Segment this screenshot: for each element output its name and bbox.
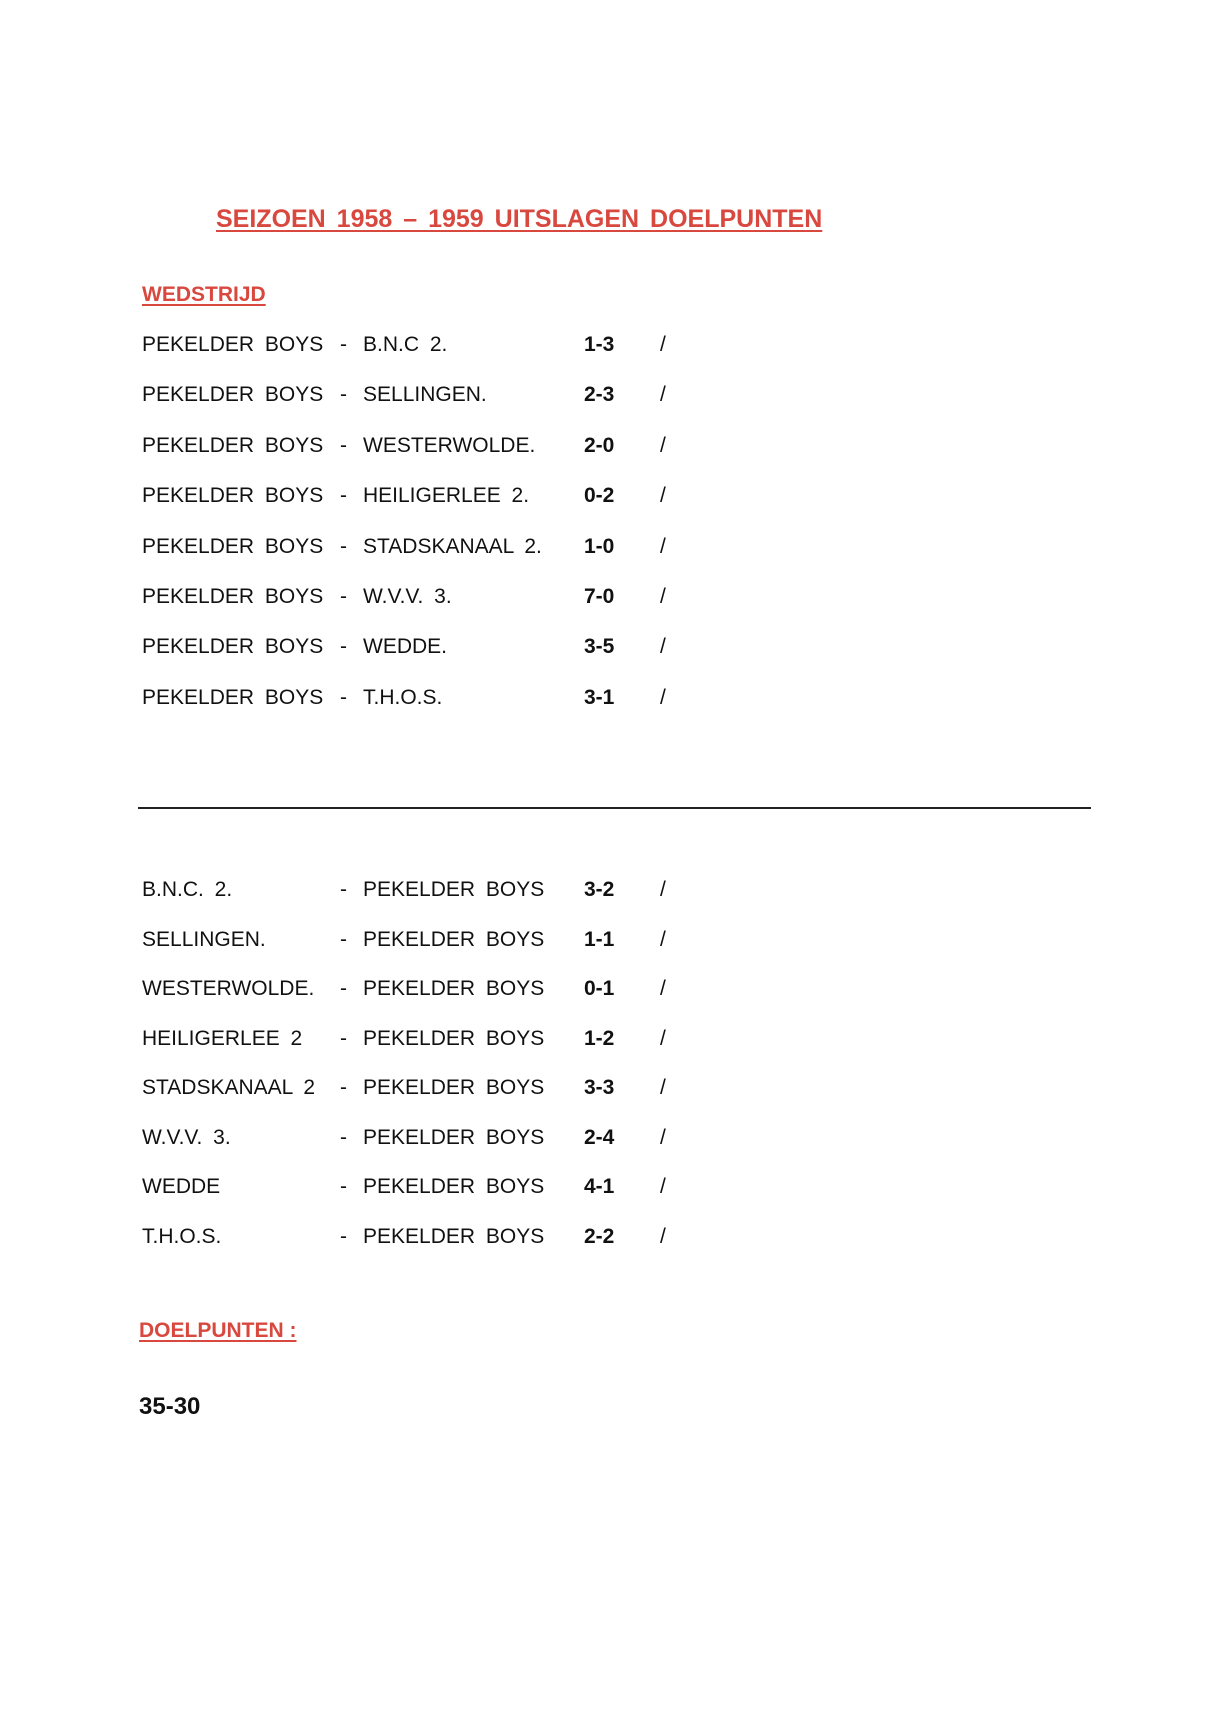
match-row <box>0 878 1218 908</box>
section-heading-matches: WEDSTRIJD <box>142 283 266 306</box>
separator: - <box>340 1076 347 1099</box>
home-team: PEKELDER BOYS <box>142 685 324 709</box>
away-team: HEILIGERLEE 2. <box>363 484 530 508</box>
mark: / <box>660 1076 666 1099</box>
divider <box>138 807 1091 809</box>
home-team: T.H.O.S. <box>142 1224 222 1248</box>
home-team: W.V.V. 3. <box>142 1125 231 1149</box>
match-row <box>0 1076 1218 1106</box>
score: 1-2 <box>584 1026 615 1050</box>
home-team: WESTERWOLDE. <box>142 977 315 1000</box>
separator: - <box>340 1175 347 1198</box>
away-team: PEKELDER BOYS <box>363 977 545 1000</box>
score: 4-1 <box>584 1175 615 1198</box>
match-row <box>0 1175 1218 1205</box>
separator: - <box>340 1224 347 1248</box>
separator: - <box>340 484 347 508</box>
mark: / <box>660 1125 666 1149</box>
away-team: T.H.O.S. <box>363 685 443 709</box>
score: 2-0 <box>584 433 615 457</box>
separator: - <box>340 383 347 407</box>
match-row <box>0 585 1218 615</box>
away-team: WESTERWOLDE. <box>363 433 536 457</box>
home-team: SELLINGEN. <box>142 927 266 951</box>
separator: - <box>340 585 347 608</box>
score: 0-2 <box>584 484 615 508</box>
score: 0-1 <box>584 977 615 1000</box>
away-team: STADSKANAAL 2. <box>363 534 542 558</box>
section-heading-goals: DOELPUNTEN : <box>139 1319 297 1342</box>
mark: / <box>660 1224 666 1248</box>
separator: - <box>340 333 347 356</box>
score: 2-2 <box>584 1224 615 1248</box>
separator: - <box>340 635 347 659</box>
match-row <box>0 1225 1218 1255</box>
separator: - <box>340 1026 347 1050</box>
score: 2-4 <box>584 1125 615 1149</box>
score: 3-5 <box>584 635 615 659</box>
home-team: PEKELDER BOYS <box>142 585 324 608</box>
match-row <box>0 1027 1218 1057</box>
away-team: W.V.V. 3. <box>363 585 452 608</box>
match-row <box>0 1126 1218 1156</box>
away-team: PEKELDER BOYS <box>363 1125 545 1149</box>
score: 3-3 <box>584 1076 615 1099</box>
away-team: PEKELDER BOYS <box>363 1175 545 1198</box>
separator: - <box>340 927 347 951</box>
score: 3-2 <box>584 878 615 901</box>
mark: / <box>660 977 666 1000</box>
mark: / <box>660 585 666 608</box>
page-title: SEIZOEN 1958 – 1959 UITSLAGEN DOELPUNTEN <box>216 205 823 233</box>
match-row <box>0 434 1218 464</box>
mark: / <box>660 383 666 407</box>
mark: / <box>660 433 666 457</box>
mark: / <box>660 1175 666 1198</box>
home-team: B.N.C. 2. <box>142 878 233 901</box>
away-team: PEKELDER BOYS <box>363 1076 545 1099</box>
home-team: PEKELDER BOYS <box>142 484 324 508</box>
match-row <box>0 333 1218 363</box>
goals-total: 35-30 <box>139 1393 201 1420</box>
home-team: PEKELDER BOYS <box>142 383 324 407</box>
away-team: PEKELDER BOYS <box>363 878 545 901</box>
score: 1-0 <box>584 534 615 558</box>
match-row <box>0 535 1218 565</box>
home-team: STADSKANAAL 2 <box>142 1076 316 1099</box>
match-row <box>0 928 1218 958</box>
separator: - <box>340 534 347 558</box>
separator: - <box>340 1125 347 1149</box>
mark: / <box>660 685 666 709</box>
match-row <box>0 383 1218 413</box>
mark: / <box>660 927 666 951</box>
separator: - <box>340 685 347 709</box>
home-team: PEKELDER BOYS <box>142 534 324 558</box>
away-team: PEKELDER BOYS <box>363 1224 545 1248</box>
match-row <box>0 635 1218 665</box>
home-team: PEKELDER BOYS <box>142 333 324 356</box>
mark: / <box>660 333 666 356</box>
match-row <box>0 484 1218 514</box>
score: 7-0 <box>584 585 615 608</box>
away-team: PEKELDER BOYS <box>363 1026 545 1050</box>
score: 2-3 <box>584 383 615 407</box>
match-row <box>0 686 1218 716</box>
mark: / <box>660 534 666 558</box>
mark: / <box>660 1026 666 1050</box>
mark: / <box>660 878 666 901</box>
home-team: HEILIGERLEE 2 <box>142 1026 303 1050</box>
separator: - <box>340 433 347 457</box>
away-team: WEDDE. <box>363 635 447 659</box>
home-team: PEKELDER BOYS <box>142 433 324 457</box>
away-team: SELLINGEN. <box>363 383 487 407</box>
away-team: PEKELDER BOYS <box>363 927 545 951</box>
score: 1-1 <box>584 927 615 951</box>
match-row <box>0 977 1218 1007</box>
home-team: WEDDE <box>142 1175 221 1198</box>
separator: - <box>340 977 347 1000</box>
score: 3-1 <box>584 685 615 709</box>
separator: - <box>340 878 347 901</box>
away-team: B.N.C 2. <box>363 333 448 356</box>
home-team: PEKELDER BOYS <box>142 635 324 659</box>
mark: / <box>660 635 666 659</box>
mark: / <box>660 484 666 508</box>
score: 1-3 <box>584 333 615 356</box>
